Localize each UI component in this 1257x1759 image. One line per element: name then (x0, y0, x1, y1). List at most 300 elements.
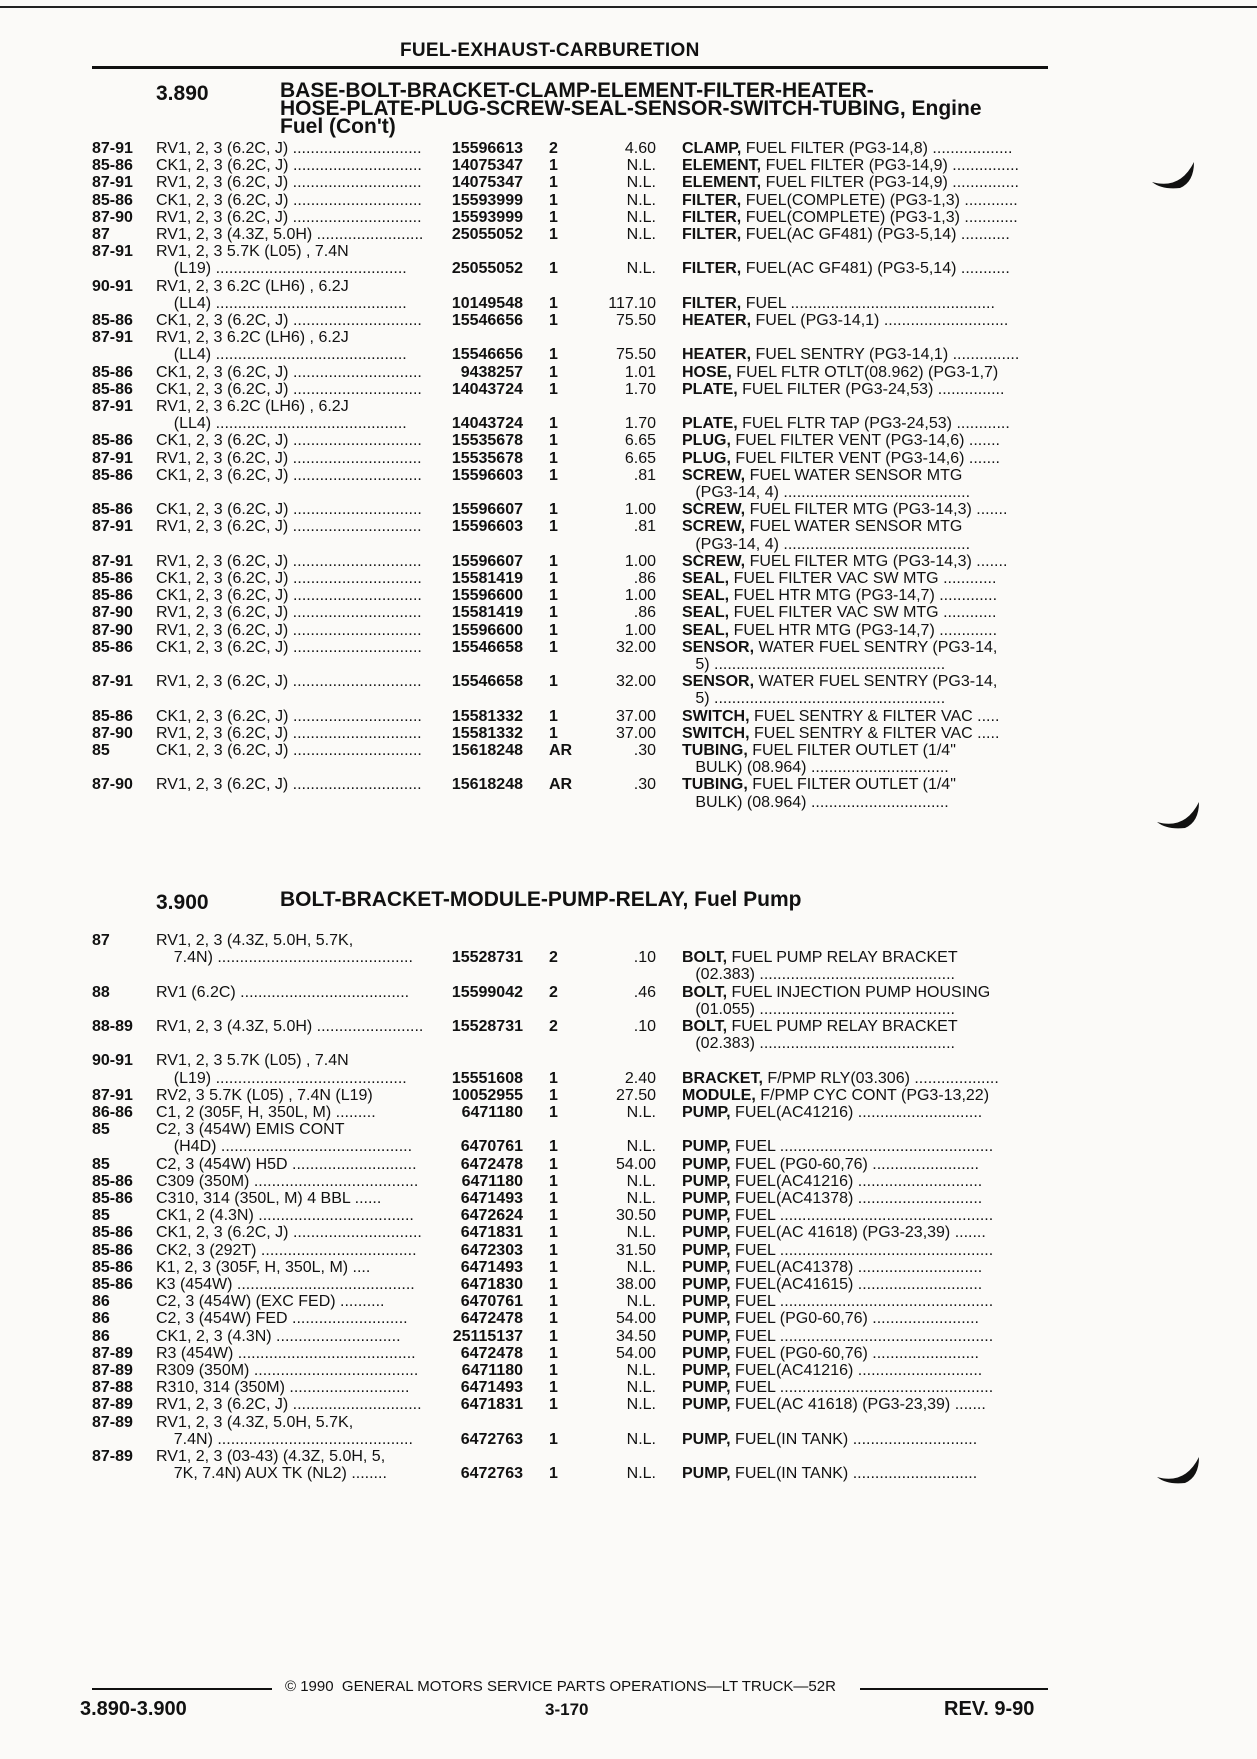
price: 37.00 (615, 707, 656, 725)
year-range: 85-86 (92, 312, 133, 329)
description (682, 157, 1050, 174)
year-range: 85-86 (92, 1172, 133, 1190)
part-number: 15551608 (451, 1069, 523, 1087)
part-name: SENSOR, (682, 673, 755, 691)
part-name: PUMP, (682, 1430, 731, 1448)
price: N.L. (626, 1138, 656, 1156)
model-application: CK1, 2, 3 (6.2C, J) ............................. (156, 312, 422, 329)
description (682, 604, 1050, 621)
model-application: (LL4) ........................................... (156, 346, 407, 364)
description (682, 381, 1050, 398)
binder-punch-mark (1155, 1455, 1203, 1485)
part-description: FUEL(AC41216) ............................ (730, 1172, 983, 1190)
year-range: 85-86 (92, 157, 133, 175)
part-description: FUEL ................................................ (730, 1379, 994, 1397)
year-range: 85-86 (92, 466, 133, 484)
part-description: BULK) (08.964) ............................... (682, 793, 949, 811)
part-name: PUMP, (682, 1327, 731, 1345)
model-application: C2, 3 (454W) FED .......................... (156, 1310, 408, 1328)
model-application: RV1, 2, 3 (6.2C, J) ............................. (156, 776, 422, 794)
price: .86 (633, 604, 656, 622)
part-number: 15581332 (451, 724, 523, 742)
year-range: 87-91 (92, 140, 133, 157)
quantity: 1 (549, 1362, 558, 1379)
quantity: AR (549, 742, 573, 759)
part-description: FUEL (PG0-60,76) ........................ (730, 1155, 979, 1173)
part-description: FUEL(IN TANK) ............................ (730, 1465, 978, 1483)
quantity: 1 (549, 346, 558, 364)
quantity: 1 (549, 1327, 558, 1345)
price: 32.00 (615, 673, 656, 691)
price: .86 (633, 570, 656, 587)
description (682, 226, 1050, 243)
part-description: FUEL WATER SENSOR MTG (745, 518, 963, 536)
part-description: (PG3-14, 4) .......................................... (682, 535, 971, 553)
part-number: 14075347 (451, 157, 523, 175)
year-range: 87-89 (92, 1344, 133, 1362)
model-application: (LL4) ........................................... (156, 294, 407, 312)
model-application: C2, 3 (454W) H5D ............................ (156, 1155, 417, 1173)
description (682, 415, 1050, 432)
part-name: FILTER, (682, 191, 742, 209)
part-name: FILTER, (682, 294, 742, 312)
year-range: 87-89 (92, 1362, 133, 1379)
quantity: 1 (549, 1086, 558, 1104)
year-range: 87-91 (92, 1086, 133, 1104)
part-description: FUEL(AC41378) ............................ (730, 1258, 983, 1276)
quantity: 1 (549, 1310, 558, 1328)
description (682, 1328, 1050, 1345)
quantity: 1 (549, 191, 558, 209)
year-range: 85 (92, 1155, 110, 1173)
year-range: 87-90 (92, 208, 133, 226)
page-header: FUEL-EXHAUST-CARBURETION (400, 40, 700, 61)
part-description: FUEL(COMPLETE) (PG3-1,3) ............ (741, 208, 1018, 226)
part-description: (02.383) ............................................ (682, 1035, 955, 1053)
year-range: 86 (92, 1293, 110, 1311)
quantity: 1 (549, 552, 558, 570)
price: .30 (633, 776, 656, 794)
part-name: BOLT, (682, 949, 728, 967)
price: N.L. (626, 260, 656, 278)
year-range: 87-90 (92, 621, 133, 639)
part-number: 9438257 (460, 363, 523, 381)
price: .10 (633, 949, 656, 967)
part-description: FUEL(IN TANK) ............................ (730, 1430, 978, 1448)
price: 4.60 (624, 140, 656, 157)
part-name: TUBING, (682, 776, 748, 794)
quantity: 1 (549, 1104, 558, 1121)
part-name: SEAL, (682, 570, 730, 587)
model-application: CK1, 2 (4.3N) ................................... (156, 1207, 414, 1225)
price: N.L. (626, 1172, 656, 1190)
part-description: BULK) (08.964) ............................... (682, 759, 949, 777)
year-range: 87-91 (92, 174, 133, 192)
part-number: 6471180 (461, 1362, 523, 1379)
model-application: CK1, 2, 3 (6.2C, J) ............................. (156, 570, 422, 587)
price: 1.01 (624, 363, 656, 381)
description (682, 742, 1050, 759)
model-application: (L19) ........................................... (156, 260, 407, 278)
quantity: AR (549, 776, 573, 794)
quantity: 1 (549, 312, 558, 329)
part-description: FUEL FLTR TAP (PG3-24,53) ............ (737, 415, 1010, 433)
description (682, 1173, 1050, 1190)
part-number: 15546656 (451, 346, 523, 364)
description (682, 690, 1050, 707)
quantity: 1 (549, 1172, 558, 1190)
quantity: 1 (549, 260, 558, 278)
part-number: 25055052 (451, 226, 523, 243)
part-number: 15593999 (451, 191, 523, 209)
footer-page-number: 3-170 (545, 1700, 589, 1719)
model-application: RV1, 2, 3 5.7K (L05) , 7.4N (156, 243, 349, 261)
part-name: PUMP, (682, 1276, 731, 1293)
price: N.L. (626, 1258, 656, 1276)
part-name: SCREW, (682, 501, 746, 519)
part-description: FUEL SENTRY & FILTER VAC ..... (749, 707, 1000, 725)
description (682, 1224, 1050, 1241)
part-name: PUMP, (682, 1379, 731, 1397)
quantity: 1 (549, 621, 558, 639)
part-description: FUEL(COMPLETE) (PG3-1,3) ............ (741, 191, 1018, 209)
description (682, 1259, 1050, 1276)
quantity: 1 (549, 1379, 558, 1397)
part-name: PUMP, (682, 1224, 731, 1242)
description (682, 725, 1050, 742)
price: N.L. (626, 208, 656, 226)
quantity: 1 (549, 1190, 558, 1207)
quantity: 1 (549, 1207, 558, 1225)
footer-copyright: © 1990 GENERAL MOTORS SERVICE PARTS OPERATIONS—LT TRUCK—52R (285, 1678, 836, 1695)
price: 1.00 (624, 587, 656, 605)
part-description: FUEL WATER SENSOR MTG (745, 466, 963, 484)
price: N.L. (626, 157, 656, 175)
year-range: 85-86 (92, 1241, 133, 1259)
part-name: PLUG, (682, 449, 731, 467)
price: 1.00 (624, 501, 656, 519)
model-application: (LL4) ........................................... (156, 415, 407, 433)
part-description: FUEL FILTER (PG3-14,8) .................. (741, 140, 1013, 157)
description (682, 587, 1050, 604)
part-number: 15546656 (451, 312, 523, 329)
model-application: RV1, 2, 3 (6.2C, J) ............................. (156, 140, 422, 157)
part-description: FUEL (PG3-14,1) ............................ (751, 312, 1009, 329)
part-number: 25115137 (452, 1327, 523, 1345)
part-number: 15596600 (451, 587, 523, 605)
part-description: WATER FUEL SENTRY (PG3-14, (754, 673, 998, 691)
quantity: 1 (549, 1069, 558, 1087)
year-range: 85-86 (92, 363, 133, 381)
part-description: FUEL ................................................ (730, 1293, 994, 1311)
year-range: 87-89 (92, 1448, 133, 1465)
part-description: (PG3-14, 4) .......................................... (682, 484, 971, 501)
model-application: CK1, 2, 3 (6.2C, J) ............................. (156, 363, 422, 381)
description (682, 295, 1050, 312)
part-name: SEAL, (682, 587, 730, 605)
description (682, 708, 1050, 725)
year-range: 85 (92, 742, 110, 759)
part-number: 15618248 (451, 776, 523, 794)
part-name: PUMP, (682, 1362, 731, 1379)
part-name: PUMP, (682, 1172, 731, 1190)
footer-rule-right (860, 1688, 1048, 1690)
part-name: FILTER, (682, 226, 742, 243)
price: N.L. (626, 1430, 656, 1448)
part-name: ELEMENT, (682, 174, 762, 192)
model-application: RV1, 2, 3 (6.2C, J) ............................. (156, 724, 422, 742)
model-application: C310, 314 (350L, M) 4 BBL ...... (156, 1190, 382, 1207)
description (682, 776, 1050, 793)
model-application: RV1, 2, 3 (6.2C, J) ............................. (156, 1396, 422, 1414)
part-number: 15581419 (451, 604, 523, 622)
year-range: 85-86 (92, 380, 133, 398)
description (682, 1242, 1050, 1259)
part-description: 5) .................................................... (682, 690, 946, 708)
price: N.L. (626, 1104, 656, 1121)
part-description: FUEL INJECTION PUMP HOUSING (727, 983, 991, 1001)
part-number: 6470761 (460, 1138, 523, 1156)
price: 27.50 (615, 1086, 656, 1104)
description (682, 949, 1050, 966)
year-range: 90-91 (92, 277, 133, 295)
model-application: R309 (350M) ..................................... (156, 1362, 419, 1379)
part-name: PUMP, (682, 1293, 731, 1311)
model-application: CK1, 2, 3 (6.2C, J) ............................. (156, 501, 422, 519)
part-description: WATER FUEL SENTRY (PG3-14, (754, 638, 998, 656)
quantity: 1 (549, 638, 558, 656)
quantity: 1 (549, 673, 558, 691)
part-number: 15528731 (451, 1018, 523, 1035)
part-description: FUEL ................................................ (730, 1241, 994, 1259)
quantity: 1 (549, 226, 558, 243)
model-application: (H4D) ........................................... (156, 1138, 413, 1156)
part-number: 15618248 (451, 742, 523, 759)
part-name: PUMP, (682, 1396, 731, 1414)
description (682, 501, 1050, 518)
year-range: 85-86 (92, 587, 133, 605)
part-number: 6471831 (460, 1396, 523, 1414)
quantity: 1 (549, 1396, 558, 1414)
model-application: CK1, 2, 3 (6.2C, J) ............................. (156, 1224, 422, 1242)
part-name: TUBING, (682, 742, 748, 759)
price: .10 (633, 1018, 656, 1035)
description (682, 364, 1050, 381)
year-range: 87-90 (92, 724, 133, 742)
year-range: 90-91 (92, 1052, 133, 1070)
part-description: FUEL FILTER (PG3-14,9) ............... (761, 174, 1019, 192)
description (682, 174, 1050, 191)
model-application: RV1, 2, 3 (6.2C, J) ............................. (156, 208, 422, 226)
price: 37.00 (615, 724, 656, 742)
part-description: FUEL FILTER MTG (PG3-14,3) ....... (745, 501, 1008, 519)
part-name: PUMP, (682, 1190, 731, 1207)
part-name: PUMP, (682, 1241, 731, 1259)
description (682, 1396, 1050, 1413)
part-number: 15546658 (451, 638, 523, 656)
part-name: PUMP, (682, 1344, 731, 1362)
part-number: 6472624 (460, 1207, 523, 1225)
model-application: RV1 (6.2C) ...................................... (156, 983, 410, 1001)
model-application: RV1, 2, 3 (6.2C, J) ............................. (156, 449, 422, 467)
year-range: 87 (92, 932, 110, 949)
description (682, 1345, 1050, 1362)
part-description: FUEL(AC GF481) (PG3-5,14) ........... (741, 226, 1010, 243)
year-range: 87-91 (92, 449, 133, 467)
section-title: BOLT-BRACKET-MODULE-PUMP-RELAY, Fuel Pump (280, 888, 802, 911)
part-name: PUMP, (682, 1258, 731, 1276)
description (682, 1293, 1050, 1310)
quantity: 1 (549, 1465, 558, 1483)
part-description: FUEL FILTER (PG3-24,53) ............... (737, 380, 1005, 398)
part-number: 15596600 (451, 621, 523, 639)
price: 54.00 (615, 1310, 656, 1328)
part-name: PUMP, (682, 1310, 731, 1328)
price: N.L. (626, 1396, 656, 1414)
description (682, 966, 1050, 983)
part-description: FUEL HTR MTG (PG3-14,7) ............. (729, 587, 998, 605)
part-number: 15535678 (451, 449, 523, 467)
part-name: FILTER, (682, 260, 742, 278)
part-name: SCREW, (682, 466, 746, 484)
model-application: RV1, 2, 3 6.2C (LH6) , 6.2J (156, 329, 349, 347)
quantity: 1 (549, 1241, 558, 1259)
quantity: 1 (549, 157, 558, 175)
part-description: FUEL(AC41216) ............................ (730, 1104, 983, 1121)
year-range: 85-86 (92, 191, 133, 209)
model-application: RV1, 2, 3 6.2C (LH6) , 6.2J (156, 398, 349, 415)
year-range: 85 (92, 1121, 110, 1139)
part-number: 6471180 (461, 1104, 523, 1121)
year-range: 87-89 (92, 1413, 133, 1431)
description (682, 1001, 1050, 1018)
year-range: 85-86 (92, 501, 133, 519)
part-number: 14043724 (451, 380, 523, 398)
part-number: 15596607 (451, 501, 523, 519)
model-application: RV1, 2, 3 (4.3Z, 5.0H, 5.7K, (156, 1413, 354, 1431)
price: .81 (633, 466, 656, 484)
part-name: SENSOR, (682, 638, 755, 656)
binder-punch-mark (1155, 800, 1203, 830)
model-application: RV1, 2, 3 (4.3Z, 5.0H) ........................ (156, 226, 424, 243)
part-description: 5) .................................................... (682, 656, 946, 673)
price: 38.00 (615, 1276, 656, 1293)
part-name: PLATE, (682, 415, 738, 433)
quantity: 1 (549, 174, 558, 192)
model-application: RV1, 2, 3 5.7K (L05) , 7.4N (156, 1052, 349, 1070)
description (682, 984, 1050, 1001)
part-name: MODULE, (682, 1086, 756, 1104)
part-number: 15596607 (451, 552, 523, 570)
year-range: 85-86 (92, 570, 133, 587)
part-name: HEATER, (682, 312, 752, 329)
model-application: CK1, 2, 3 (6.2C, J) ............................. (156, 742, 422, 759)
year-range: 85 (92, 1207, 110, 1225)
description (682, 1431, 1050, 1448)
part-description: FUEL(AC41615) ............................ (730, 1276, 983, 1293)
footer-revision: REV. 9-90 (944, 1698, 1035, 1720)
model-application: CK1, 2, 3 (4.3N) ............................ (156, 1327, 401, 1345)
part-description: FUEL PUMP RELAY BRACKET (727, 1018, 958, 1035)
quantity: 2 (549, 983, 558, 1001)
part-name: SWITCH, (682, 707, 750, 725)
price: N.L. (626, 1224, 656, 1242)
description (682, 1379, 1050, 1396)
part-description: FUEL ................................................ (730, 1207, 994, 1225)
part-name: SCREW, (682, 552, 746, 570)
section-title: BASE-BOLT-BRACKET-CLAMP-ELEMENT-FILTER-HEATER- HOSE-PLATE-PLUG-SCREW-SEAL-SENSOR-SWITCH-TUBING, Engine Fuel (Con't) (280, 79, 982, 138)
quantity: 1 (549, 294, 558, 312)
price: 1.00 (624, 552, 656, 570)
description (682, 1156, 1050, 1173)
model-application: RV2, 3 5.7K (L05) , 7.4N (L19) (156, 1086, 373, 1104)
part-number: 15596603 (451, 466, 523, 484)
quantity: 2 (549, 949, 558, 967)
model-application: RV1, 2, 3 (6.2C, J) ............................. (156, 518, 422, 536)
price: N.L. (626, 1362, 656, 1379)
part-number: 6472763 (460, 1465, 523, 1483)
price: 75.50 (615, 312, 656, 329)
part-description: FUEL(AC41378) ............................ (730, 1190, 983, 1207)
part-name: BOLT, (682, 1018, 728, 1035)
price: N.L. (626, 1379, 656, 1397)
quantity: 1 (549, 707, 558, 725)
part-number: 15528731 (451, 949, 523, 967)
part-name: BRACKET, (682, 1069, 763, 1087)
part-number: 15535678 (451, 432, 523, 450)
part-number: 6471180 (461, 1172, 523, 1190)
part-number: 6471493 (460, 1258, 523, 1276)
part-number: 6471830 (460, 1276, 523, 1293)
part-description: FUEL(AC 41618) (PG3-23,39) ....... (730, 1396, 986, 1414)
part-description: FUEL (PG0-60,76) ........................ (730, 1310, 979, 1328)
model-application: RV1, 2, 3 (6.2C, J) ............................. (156, 604, 422, 622)
part-number: 10052955 (451, 1086, 523, 1104)
model-application: C309 (350M) ..................................... (156, 1172, 419, 1190)
part-description: FUEL(AC GF481) (PG3-5,14) ........... (741, 260, 1010, 278)
description (682, 140, 1050, 157)
year-range: 86-86 (92, 1104, 133, 1121)
quantity: 1 (549, 1344, 558, 1362)
price: 32.00 (615, 638, 656, 656)
price: 2.40 (624, 1069, 656, 1087)
price: 1.00 (624, 621, 656, 639)
price: 34.50 (615, 1327, 656, 1345)
description (682, 570, 1050, 587)
part-number: 14043724 (451, 415, 523, 433)
model-application: C2, 3 (454W) (EXC FED) .......... (156, 1293, 385, 1311)
quantity: 1 (549, 724, 558, 742)
part-name: FILTER, (682, 208, 742, 226)
year-range: 85-86 (92, 707, 133, 725)
quantity: 1 (549, 208, 558, 226)
part-number: 25055052 (451, 260, 523, 278)
price: 1.70 (624, 415, 656, 433)
part-name: PUMP, (682, 1104, 731, 1121)
part-description: FUEL FILTER VAC SW MTG ............ (729, 570, 997, 587)
part-number: 15596613 (451, 140, 523, 157)
part-description: FUEL FILTER (PG3-14,9) ............... (761, 157, 1019, 175)
model-application: CK1, 2, 3 (6.2C, J) ............................. (156, 466, 422, 484)
price: 30.50 (615, 1207, 656, 1225)
description (682, 1104, 1050, 1121)
description (682, 346, 1050, 363)
year-range: 85-86 (92, 1224, 133, 1242)
quantity: 1 (549, 415, 558, 433)
description (682, 1190, 1050, 1207)
description (682, 759, 1050, 776)
year-range: 87-91 (92, 243, 133, 261)
